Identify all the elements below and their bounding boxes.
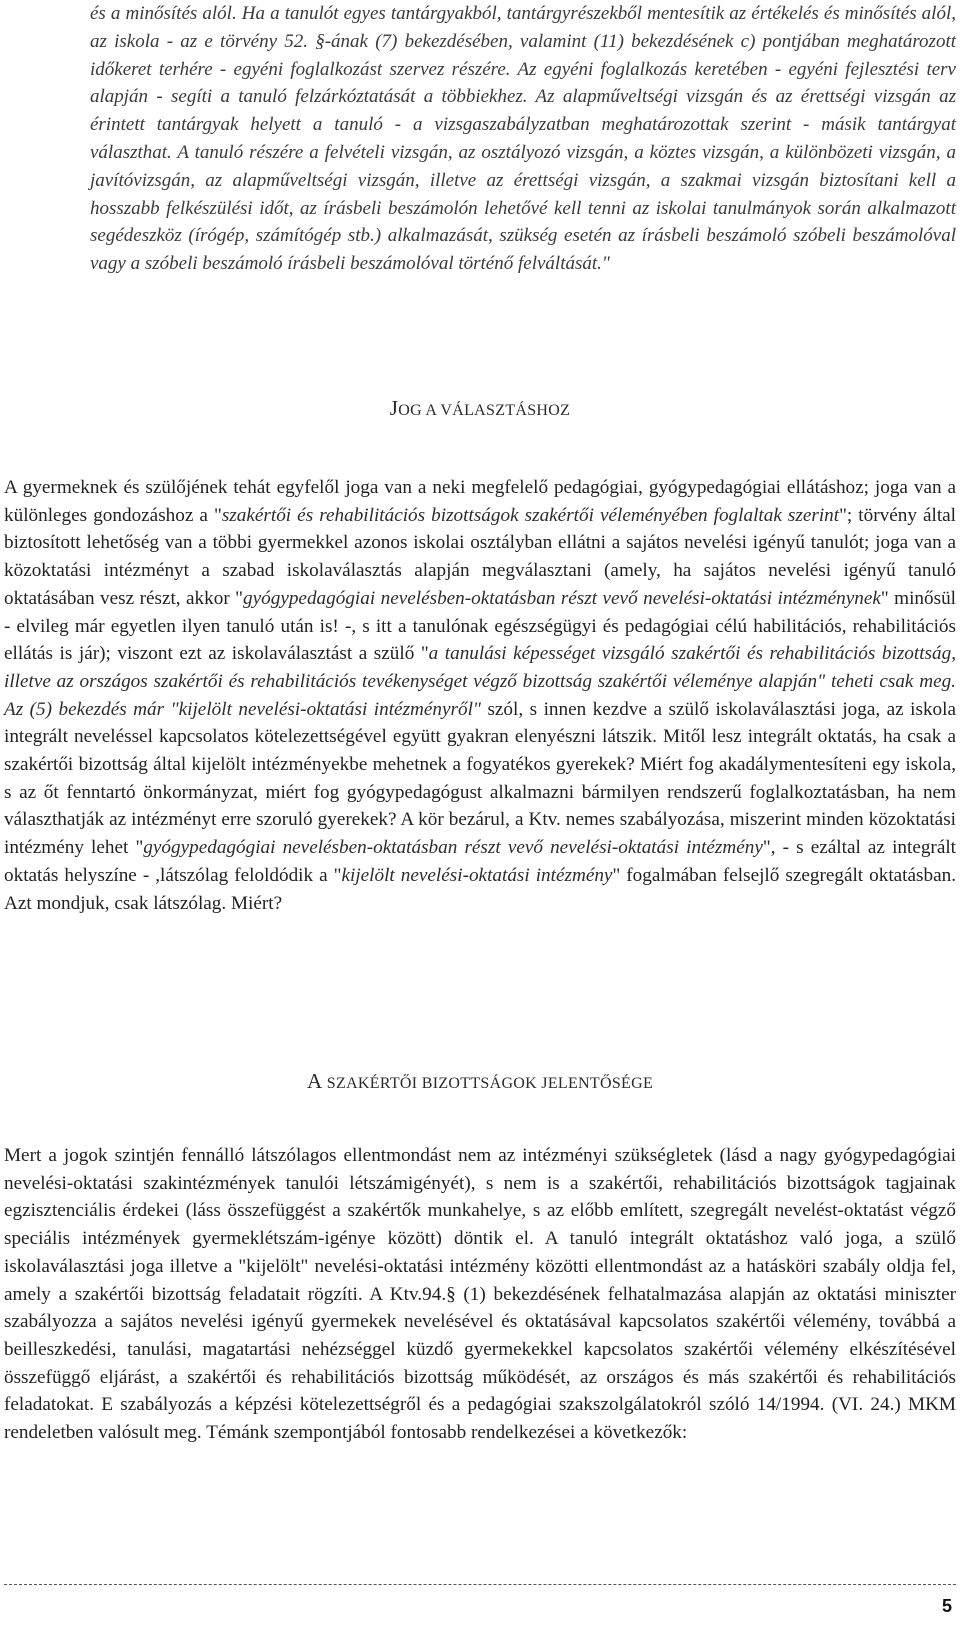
heading-rest: SZAKÉRTŐI BIZOTTSÁGOK JELENTŐSÉGE <box>326 1075 654 1092</box>
section2-body <box>4 1142 956 1447</box>
text-run: " fogalmában felsejlő szegregált oktatásban. Azt mondjuk, csak látszólag. Miért? <box>4 864 956 914</box>
heading-initial: J <box>389 396 399 420</box>
section-heading-right-to-choose <box>0 396 960 421</box>
text-run: szól, s innen kezdve a szülő iskolaválasztási joga, az iskola integrált neveléssel kapcsolatos kötelezettségével együtt gyakran elenyészni látszik. Mitől lesz integrált oktatás, ha csak a szakértői bizottság által kijelölt intézményekbe mehetnek a fogyatékos gyerekek? Miért fog akadálymentesíteni egy iskola, s az őt fenntartó önkormányzat, miért fog gyógypedagógust alkalmazni bármilyen rendszerű foglalkoztatásban, ha nem választhatják az intézményt erre szoruló gyerekek? A kör bezárul, a Ktv. nemes szabályozása, miszerint minden közoktatási intézmény lehet " <box>4 698 956 859</box>
italic-run: a tanulási képességet vizsgáló szakértői és rehabilitációs bizottság, illetve az országos szakértői és rehabilitációs tevékenységet végző bizottság szakértői véleménye alapján <box>4 643 956 692</box>
italic-run: szakértői és rehabilitációs bizottságok szakértői véleményében foglaltak szerint <box>221 504 840 526</box>
section2-paragraph: Mert a jogok szintjén fennálló látszólagos ellentmondást nem az intézményi szükségletek (lásd a nagy gyógypedagógiai nevelési-oktatási szakintézmények tanulói létszámigényét), s nem is a szakértői, rehabilitációs bizottságok tagjainak egzisztenciális érdekei (láss összefüggést a szakértők munkahelye, s az előbb említett, szegregált nevelést-oktatást végző speciális intézmények gyermeklétszám-igénye között) döntik el. A tanuló integrált oktatáshoz való joga, a szülő iskolaválasztási joga illetve a "kijelölt" nevelési-oktatási intézmény közötti ellentmondást az a hatásköri szabály oldja fel, amely a szakértői bizottság feladatait rögzíti. A Ktv.94.§ (1) bekezdésének felhatalmazása alapján az oktatási miniszter szabályozza a sajátos nevelési igényű gyermekek nevelésével és oktatásával kapcsolatos szakértői vélemény, továbbá a beilleszkedési, tanulási, magatartási nehézséggel küzdő gyermekekkel kapcsolatos szakértői vélemény elkészítésével összefüggő eljárást, a szakértői és rehabilitációs bizottság működését, az országos és más szakértői és rehabilitációs feladatokat. E szabályozás a képzési kötelezettségről és a pedagógiai szakszolgálatokról szóló 14/1994. (VI. 24.) MKM rendeletben valósult meg. Témánk szempontjából fontosabb rendelkezései a következők: <box>4 1145 956 1444</box>
italic-run: gyógypedagógiai nevelésben-oktatásban részt vevő nevelési-oktatási intézmény <box>143 837 763 859</box>
quoted-law-text <box>90 0 956 278</box>
page-number: 5 <box>941 1596 952 1616</box>
quote-paragraph: és a minősítés alól. Ha a tanulót egyes tantárgyakból, tantárgyrészekből mentesítik az értékelés és minősítés alól, az iskola - az e törvény 52. §-ának (7) bekezdésében, valamint (11) bekezdésének c) pontjában meghatározott időkeret terhére - egyéni foglalkozást szervez részére. Az egyéni foglalkozás keretében - egyéni fejlesztési terv alapján - segíti a tanuló felzárkóztatását a többiekhez. Az alapműveltségi vizsgán és az érettségi vizsgán az érintett tantárgyak helyett a tanuló - a vizsgaszabályzatban meghatározottak szerint - másik tantárgyat választhat. A tanuló részére a felvételi vizsgán, az osztályozó vizsgán, a köztes vizsgán, a különbözeti vizsgán, a javítóvizsgán, az alapműveltségi vizsgán, illetve az érettségi vizsgán, a szakmai vizsgán biztosítani kell a hosszabb felkészülési időt, az írásbeli beszámolón lehetővé kell tenni az iskolai tanulmányok során alkalmazott segédeszköz (írógép, számítógép stb.) alkalmazását, szükség esetén az írásbeli beszámoló szóbeli beszámolóval vagy a szóbeli beszámoló írásbeli beszámolóval történő felváltását." <box>90 3 956 275</box>
heading-initial: A <box>306 1069 327 1093</box>
section1-body <box>4 474 956 917</box>
italic-run: gyógypedagógiai nevelésben-oktatásban részt vevő nevelési-oktatási intézménynek <box>243 587 881 609</box>
section-heading-expert-committees <box>0 1069 960 1094</box>
footer-divider <box>4 1584 956 1585</box>
heading-rest: OG A VÁLASZTÁSHOZ <box>398 402 571 419</box>
italic-run: " teheti csak meg. Az (5) bekezdés már "kijelölt nevelési-oktatási intézményről" <box>4 670 956 720</box>
text-run: "; törvény által biztosított lehetőség van a többi gyermekkel azonos iskolai osztályban ellátni a sajátos nevelési igényű tanulót; joga van a közoktatási intézményt a szabad iskolaválasztás alapján megválasztani (amely, ha sajátos nevelési igényű tanuló oktatásában vesz részt, akkor " <box>4 504 956 609</box>
text-run: A gyermeknek és szülőjének tehát egyfelől joga van a neki megfelelő pedagógiai, gyógypedagógiai ellátáshoz; joga van a különleges gondozáshoz a " <box>4 477 956 526</box>
italic-run: kijelölt nevelési-oktatási intézmény <box>341 864 613 886</box>
text-run: " minősül - elvileg már egyetlen ilyen tanuló után is! -, s itt a tanulónak egészségügyi és pedagógiai célú habilitációs, rehabilitációs ellátás is jár); viszont ezt az iskolaválasztást a szülő " <box>4 587 956 665</box>
section1-paragraph <box>4 474 956 917</box>
text-run: ", - s ezáltal az integrált oktatás helyszíne - ,látszólag feloldódik a " <box>4 837 956 886</box>
